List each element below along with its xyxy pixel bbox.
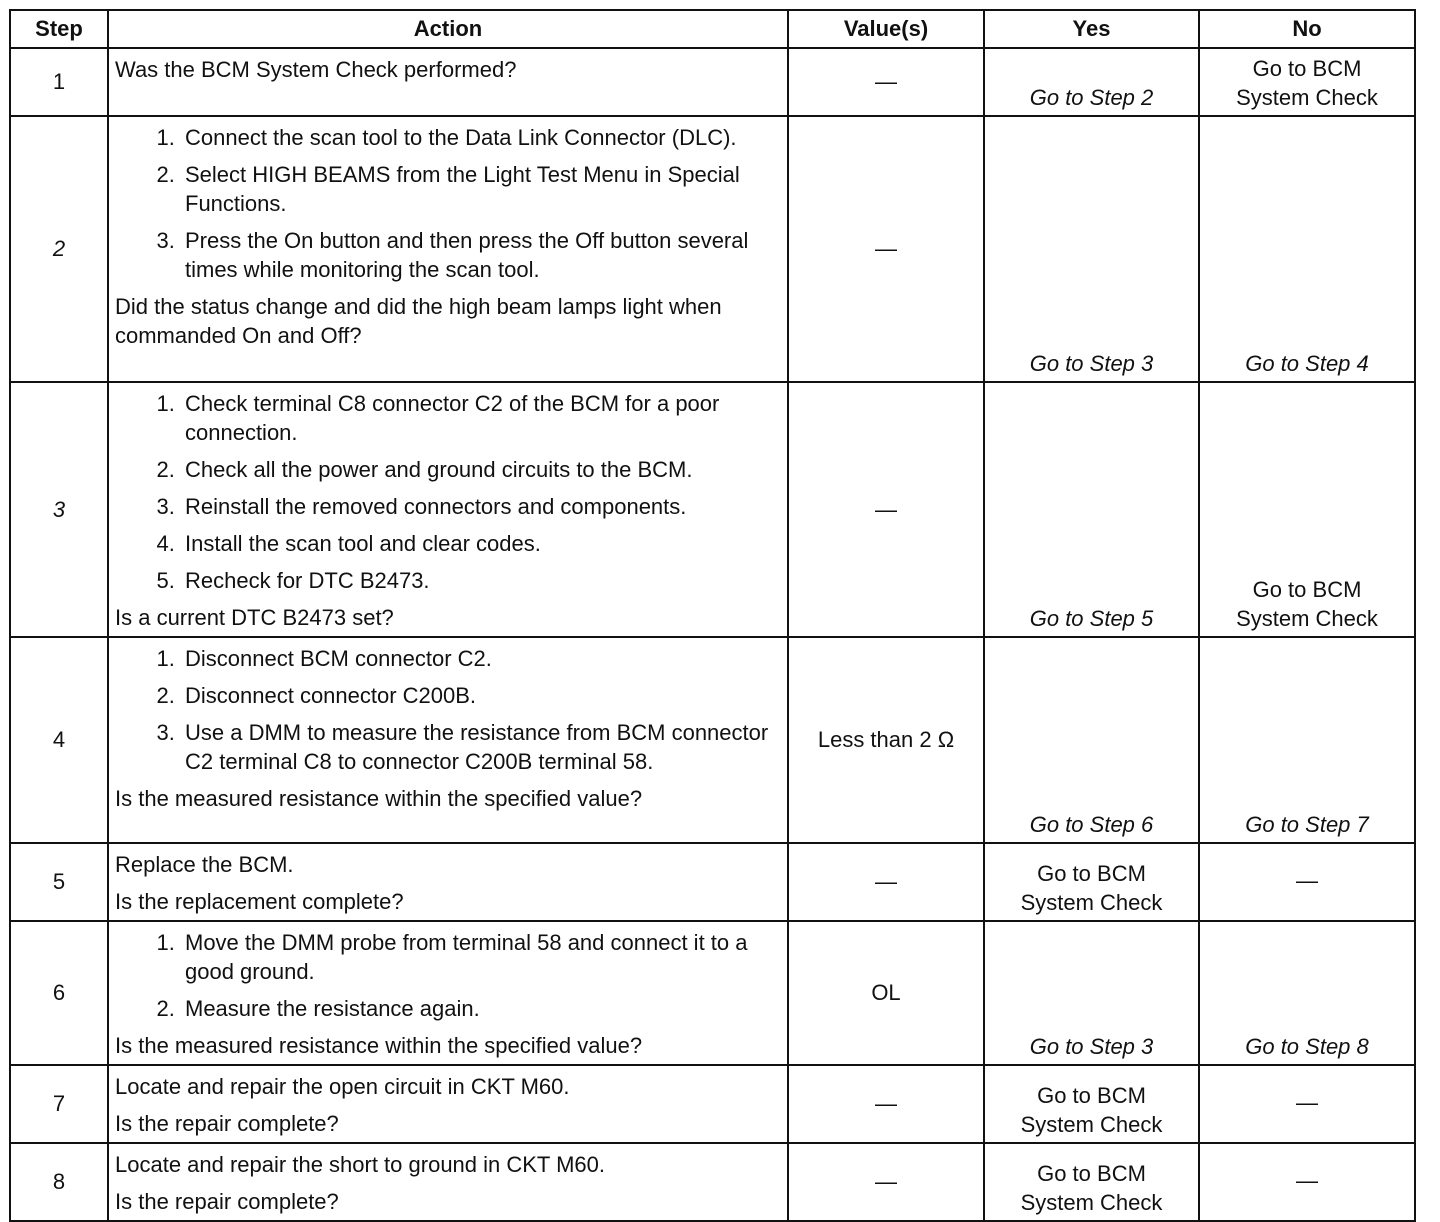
yes-line: Go to BCM: [1037, 1161, 1146, 1186]
diagnostic-table: [9, 9, 1416, 1222]
value-cell: —: [788, 843, 984, 921]
value-cell: —: [788, 1065, 984, 1143]
table-row: [10, 921, 1415, 1065]
action-step: 2. Measure the resistance again.: [181, 994, 781, 1023]
step-number: 3: [10, 382, 108, 637]
action-step: 4. Install the scan tool and clear codes.: [181, 529, 781, 558]
action-step: 1. Check terminal C8 connector C2 of the BCM for a poor connection.: [181, 389, 781, 447]
step-number: 1: [10, 48, 108, 116]
no-cell: —: [1199, 843, 1415, 921]
no-line: System Check: [1236, 85, 1378, 110]
action-text: Replace the BCM.: [115, 852, 294, 877]
action-question: Is the repair complete?: [115, 1189, 339, 1214]
yes-line: System Check: [1020, 1190, 1163, 1215]
action-step: 1. Connect the scan tool to the Data Link Connector (DLC).: [181, 123, 781, 152]
no-cell: Go to Step 7: [1199, 637, 1415, 843]
action-step: 2. Select HIGH BEAMS from the Light Test Menu in Special Functions.: [181, 160, 781, 218]
step-number: 5: [10, 843, 108, 921]
table-row: [10, 843, 1415, 921]
no-line: Go to BCM: [1252, 577, 1362, 602]
no-cell: Go to Step 8: [1199, 921, 1415, 1065]
action-question: Is the measured resistance within the specified value?: [115, 786, 643, 811]
action-question: Is a current DTC B2473 set?: [115, 605, 394, 630]
action-cell: [108, 48, 788, 116]
yes-cell: Go to Step 5: [984, 382, 1199, 637]
yes-line: Go to BCM: [1037, 1083, 1146, 1108]
action-step: 3. Use a DMM to measure the resistance from BCM connector C2 terminal C8 to connector C200B terminal 58.: [181, 718, 781, 776]
header-row: [10, 10, 1415, 48]
no-cell: —: [1199, 1143, 1415, 1221]
yes-line: Go to BCM: [1037, 861, 1146, 886]
yes-cell: Go to Step 2: [984, 48, 1199, 116]
yes-cell: Go to Step 3: [984, 921, 1199, 1065]
header-no: No: [1199, 10, 1415, 48]
no-line: Go to BCM: [1252, 56, 1362, 81]
action-step: 3. Press the On button and then press the Off button several times while monitoring the scan tool.: [181, 226, 781, 284]
action-step: 3. Reinstall the removed connectors and components.: [181, 492, 781, 521]
table-row: [10, 637, 1415, 843]
action-cell: [108, 921, 788, 1065]
action-step: 1. Move the DMM probe from terminal 58 and connect it to a good ground.: [181, 928, 781, 986]
action-question: Did the status change and did the high beam lamps light when commanded On and Off?: [115, 294, 722, 348]
value-cell: OL: [788, 921, 984, 1065]
action-text: Was the BCM System Check performed?: [115, 57, 517, 82]
action-cell: [108, 843, 788, 921]
action-cell: [108, 116, 788, 382]
header-yes: Yes: [984, 10, 1199, 48]
action-steps: [115, 389, 781, 595]
no-cell: —: [1199, 1065, 1415, 1143]
table-row: [10, 1143, 1415, 1221]
action-question: Is the replacement complete?: [115, 889, 404, 914]
yes-cell: [984, 1065, 1199, 1143]
action-steps: [115, 928, 781, 1023]
table-header: [10, 10, 1415, 48]
no-line: System Check: [1236, 606, 1378, 631]
value-cell: Less than 2 Ω: [788, 637, 984, 843]
header-step: Step: [10, 10, 108, 48]
action-cell: [108, 637, 788, 843]
step-number: 6: [10, 921, 108, 1065]
action-steps: [115, 123, 781, 284]
yes-cell: [984, 1143, 1199, 1221]
header-action: Action: [108, 10, 788, 48]
yes-cell: Go to Step 6: [984, 637, 1199, 843]
action-cell: [108, 1065, 788, 1143]
action-text: Locate and repair the open circuit in CKT M60.: [115, 1074, 570, 1099]
action-question: Is the repair complete?: [115, 1111, 339, 1136]
no-cell: [1199, 382, 1415, 637]
value-cell: —: [788, 1143, 984, 1221]
table-row: [10, 1065, 1415, 1143]
action-step: 2. Disconnect connector C200B.: [181, 681, 781, 710]
table-row: [10, 48, 1415, 116]
yes-line: System Check: [1020, 1112, 1163, 1137]
value-cell: —: [788, 382, 984, 637]
step-number: 8: [10, 1143, 108, 1221]
action-text: Locate and repair the short to ground in CKT M60.: [115, 1152, 605, 1177]
action-cell: [108, 1143, 788, 1221]
step-number: 7: [10, 1065, 108, 1143]
action-cell: [108, 382, 788, 637]
action-question: Is the measured resistance within the specified value?: [115, 1033, 643, 1058]
action-steps: [115, 644, 781, 776]
table-row: [10, 116, 1415, 382]
no-cell: Go to Step 4: [1199, 116, 1415, 382]
step-number: 4: [10, 637, 108, 843]
value-cell: —: [788, 116, 984, 382]
action-step: 2. Check all the power and ground circuits to the BCM.: [181, 455, 781, 484]
action-step: 1. Disconnect BCM connector C2.: [181, 644, 781, 673]
action-step: 5. Recheck for DTC B2473.: [181, 566, 781, 595]
step-number: 2: [10, 116, 108, 382]
no-cell: [1199, 48, 1415, 116]
yes-cell: Go to Step 3: [984, 116, 1199, 382]
header-values: Value(s): [788, 10, 984, 48]
table-row: [10, 382, 1415, 637]
yes-cell: [984, 843, 1199, 921]
value-cell: —: [788, 48, 984, 116]
yes-line: System Check: [1020, 890, 1163, 915]
